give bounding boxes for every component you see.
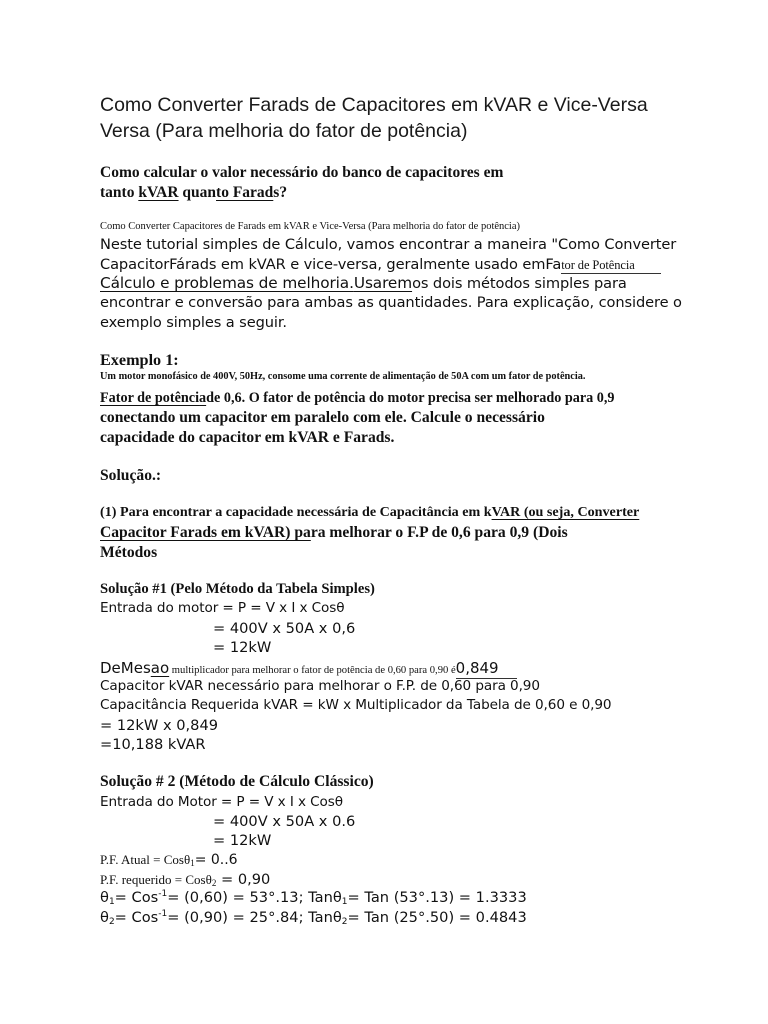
solution-heading: Solução.:	[100, 467, 162, 484]
solution2-text: P.F. Atual = Cosθ	[100, 852, 191, 867]
question-text: tanto	[100, 184, 139, 201]
solution2-text: = Tan (53°.13) = 1.3333	[347, 889, 527, 906]
subscript: 2	[341, 917, 348, 927]
solution1-heading: Solução #1 (Pelo Método da Tabela Simples)	[100, 581, 375, 597]
solution2-line-2: = 400V x 50A x 0.6	[213, 813, 356, 830]
multiplier-value: 0,849	[456, 659, 517, 679]
solution2-line-7	[100, 909, 527, 927]
part1-text: ra melhorar o F.P de 0,6 para 0,9 (Dois	[310, 524, 568, 541]
solution2-line-4	[100, 852, 238, 868]
solution2-text: = (0,60) = 53°.13; Tanθ	[167, 889, 342, 906]
underlined-calculo: Cálculo e problemas de melhoria.	[100, 274, 354, 292]
intro-line-4: encontrar e conversão para ambas as quantidades. Para explicação, considere o	[100, 294, 682, 311]
intro-text: os dois métodos simples para	[412, 275, 627, 292]
solution1-line-1: Entrada do motor = P = V x I x Cosθ	[100, 600, 345, 616]
solution2-line-6	[100, 889, 527, 907]
underlined-kvar: kVAR	[138, 184, 179, 201]
solution1-line-4	[100, 659, 517, 677]
example-line-1: Um motor monofásico de 400V, 50Hz, consome uma corrente de alimentação de 50A com um fator de potência.	[100, 371, 586, 382]
underlined-usarem: Usarem	[353, 274, 413, 292]
example-heading: Exemplo 1:	[100, 351, 179, 369]
question-line-1: Como calcular o valor necessário do banco de capacitores em	[100, 164, 504, 181]
multiplier-note: multiplicador para melhorar o fator de potência de 0,60 para 0,90 é	[169, 665, 456, 676]
solution2-line-3: = 12kW	[213, 832, 272, 849]
part1-line-1	[100, 504, 639, 521]
solution2-heading: Solução # 2 (Método de Cálculo Clássico)	[100, 773, 374, 790]
solution1-line-6: Capacitância Requerida kVAR = kW x Multiplicador da Tabela de 0,60 e 0,90	[100, 697, 612, 713]
subscript: 2	[211, 878, 217, 888]
theta-symbol: θ	[100, 909, 109, 926]
solution1-text: DeMes	[100, 659, 151, 677]
example-line-3: conectando um capacitor em paralelo com ele. Calcule o necessário	[100, 409, 545, 426]
solution2-text: = 0,90	[216, 871, 271, 888]
superscript: -1	[158, 889, 168, 899]
subscript: 2	[108, 917, 115, 927]
intro-line-1: Neste tutorial simples de Cálculo, vamos encontrar a maneira "Como Converter	[100, 236, 677, 253]
example-text: de 0,6. O fator de potência do motor precisa ser melhorado para 0,9	[206, 390, 615, 406]
underlined-fator-de-potencia: Fator de potênci	[100, 390, 200, 406]
intro-line-2	[100, 256, 661, 273]
intro-text: CapacitorFárads em kVAR e vice-versa, geralmente usado emFa	[100, 256, 562, 273]
solution2-text: = Cos	[114, 889, 159, 906]
subtitle-small: Como Converter Capacitores de Farads em kVAR e Vice-Versa (Para melhoria do fator de potência)	[100, 221, 521, 232]
underlined-char: a	[199, 390, 207, 406]
subscript: 1	[190, 858, 195, 868]
solution2-text: = 0..6	[194, 852, 238, 868]
solution1-line-8: =10,188 kVAR	[100, 736, 206, 753]
question-text: s?	[273, 184, 288, 201]
subscript: 1	[341, 897, 348, 907]
page-title-line-1: Como Converter Farads de Capacitores em kVAR e Vice-Versa	[100, 94, 648, 116]
part1-line-3: Métodos	[100, 544, 158, 561]
part1-text: (1) Para encontrar a capacidade necessária de Capacitância em k	[100, 504, 492, 520]
solution1-line-7: = 12kW x 0,849	[100, 717, 219, 734]
question-line-2	[100, 184, 287, 202]
solution1-line-2: = 400V x 50A x 0,6	[213, 620, 356, 637]
example-line-2	[100, 390, 615, 407]
solution2-text: = Tan (25°.50) = 0.4843	[347, 909, 527, 926]
solution2-text: = Cos	[114, 909, 159, 926]
solution1-line-5: Capacitor kVAR necessário para melhorar o F.P. de 0,60 para 0,90	[100, 678, 540, 694]
part1-line-2	[100, 524, 568, 542]
solution1-line-3: = 12kW	[213, 639, 272, 656]
example-line-4: capacidade do capacitor em kVAR e Farads.	[100, 429, 395, 446]
underlined-farad: to Farad	[216, 184, 274, 201]
question-text: quan	[178, 184, 217, 201]
solution2-text: P.F. requerido = Cosθ	[100, 872, 212, 887]
theta-symbol: θ	[100, 889, 109, 906]
solution2-line-5	[100, 871, 270, 888]
underlined-text: ao	[150, 659, 170, 677]
superscript: -1	[158, 909, 168, 919]
underlined-capacitor-farads: Capacitor Farads em kVAR) pa	[100, 524, 311, 541]
intro-line-5: exemplo simples a seguir.	[100, 314, 287, 331]
page-title-line-2: Versa (Para melhoria do fator de potência)	[100, 120, 468, 142]
underlined-fator-de-potencia: tor de Potência	[561, 258, 660, 274]
solution2-line-1: Entrada do Motor = P = V x I x Cosθ	[100, 794, 343, 810]
intro-line-3	[100, 274, 627, 292]
subscript: 1	[108, 897, 115, 907]
solution2-text: = (0,90) = 25°.84; Tanθ	[167, 909, 342, 926]
underlined-vars: VAR (ou seja, Converter	[491, 504, 640, 520]
